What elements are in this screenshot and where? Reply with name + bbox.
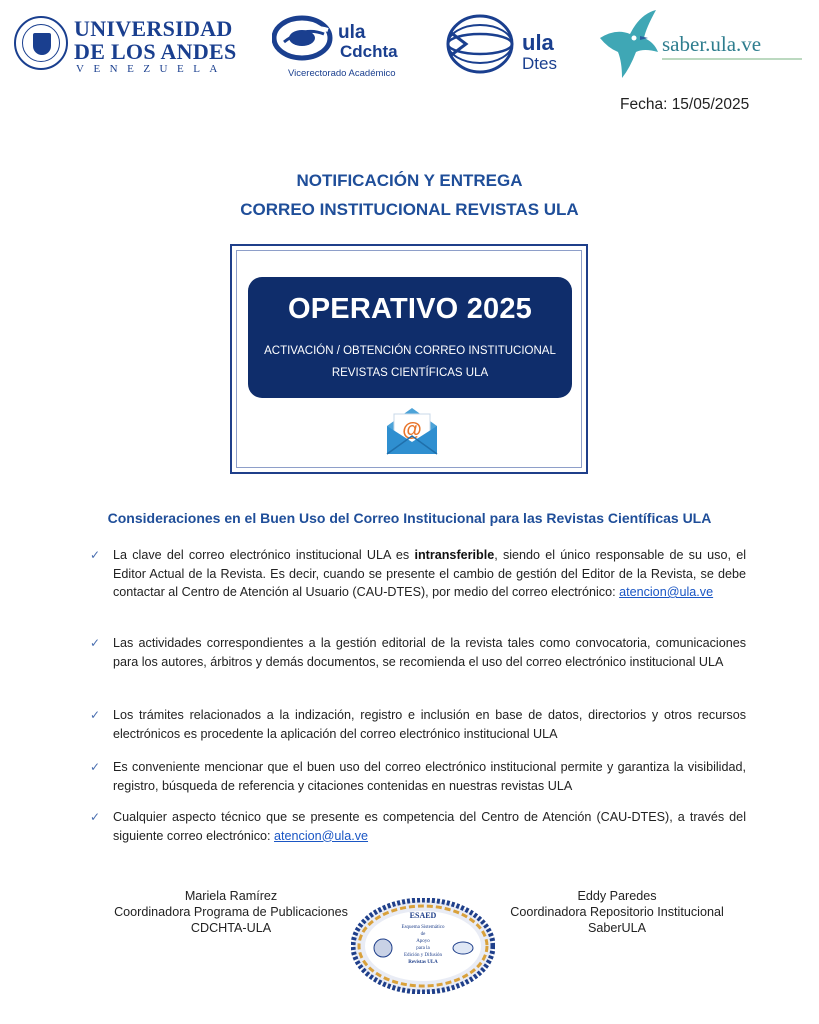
swirl-logo-icon <box>272 12 336 64</box>
dtes-brand: ula <box>522 30 554 55</box>
saber-name: saber.ula.ve <box>662 32 762 56</box>
title-line2: CORREO INSTITUCIONAL REVISTAS ULA <box>240 200 579 219</box>
university-seal-icon <box>14 16 68 70</box>
cdchta-logo <box>270 10 410 82</box>
list-item <box>88 808 746 845</box>
seal-line2: de <box>420 932 426 937</box>
item1-bold-text: intransferible <box>414 548 495 562</box>
banner-heading: OPERATIVO 2025 <box>287 293 533 325</box>
signature-right <box>488 888 746 936</box>
considerations-title: Consideraciones en el Buen Uso del Correo Institucional para las Revistas Científicas ULA <box>107 510 712 526</box>
seal-line5: Edición y Difusión <box>403 953 443 958</box>
esaed-seal-icon <box>351 898 495 994</box>
check-icon: ✓ <box>90 548 101 562</box>
list-item <box>88 758 746 795</box>
item1-text-before: La clave del correo electrónico institucional ULA es <box>113 548 415 562</box>
svg-text:@: @ <box>402 419 422 441</box>
item2-text: Las actividades correspondientes a la gestión editorial de la revista tales como convocatoria, comunicaciones para los autores, árbitros y demás documentos, se recomienda el uso del correo electrónico institucional ULA <box>113 636 746 669</box>
list-item <box>88 634 746 671</box>
dtes-name: Dtes <box>522 54 557 73</box>
check-icon: ✓ <box>90 708 101 722</box>
list-item <box>88 706 746 743</box>
email-envelope-icon <box>385 406 439 456</box>
signature-left-name: Mariela Ramírez <box>184 889 278 903</box>
email-link[interactable]: atencion@ula.ve <box>619 585 714 599</box>
saber-logo <box>596 8 806 84</box>
cdchta-name: Cdchta <box>340 42 398 61</box>
bird-logo-icon <box>596 8 662 80</box>
email-link[interactable]: atencion@ula.ve <box>274 828 369 843</box>
item4-text: Es conveniente mencionar que el buen uso del correo electrónico institucional permite y garantiza la visibilidad, registro, búsqueda de referencia y citaciones contenidas en nuestras revistas ULA <box>113 760 746 793</box>
operativo-banner <box>248 277 572 398</box>
seal-acronym: ESAED <box>409 911 437 920</box>
signature-right-org: SaberULA <box>587 921 647 935</box>
seal-line6: Revistas ULA <box>408 960 438 965</box>
ula-logo-line3: VENEZUELA <box>76 63 227 75</box>
seal-line4: para la <box>416 946 430 951</box>
banner-subtitle-line2: REVISTAS CIENTÍFICAS ULA <box>331 367 489 379</box>
item3-text: Los trámites relacionados a la indización, registro e inclusión en base de datos, directorios y otros recursos electrónicos es procedente la aplicación del correo electrónico institucional ULA <box>113 708 746 741</box>
signature-right-role: Coordinadora Repositorio Institucional <box>510 905 724 919</box>
signature-left-org: CDCHTA-ULA <box>190 921 272 935</box>
document-header <box>0 0 819 92</box>
seal-line1: Esquema Sistemático <box>401 925 445 930</box>
signature-left-role: Coordinadora Programa de Publicaciones <box>114 905 348 919</box>
list-item <box>88 546 746 602</box>
banner-subtitle-line1: ACTIVACIÓN / OBTENCIÓN CORREO INSTITUCIONAL <box>264 345 556 357</box>
seal-line3: Apoyo <box>416 939 430 944</box>
cdchta-subtitle: Vicerectorado Académico <box>288 68 396 79</box>
signature-left <box>96 888 366 936</box>
cdchta-brand: ula <box>338 22 366 43</box>
check-icon: ✓ <box>90 636 101 650</box>
ula-logo-line1: UNIVERSIDAD <box>74 16 233 41</box>
saber-underline <box>662 58 802 60</box>
title-line1: NOTIFICACIÓN Y ENTREGA <box>296 171 523 190</box>
check-icon: ✓ <box>90 760 101 774</box>
item5-text-before: Cualquier aspecto técnico que se presente es competencia del Centro de Atención (CAU-DTES), a través del siguiente correo electrónico: <box>113 810 746 843</box>
ula-logo <box>14 14 239 76</box>
signature-right-name: Eddy Paredes <box>577 889 657 903</box>
ula-logo-line2: DE LOS ANDES <box>74 39 237 64</box>
document-date: Fecha: 15/05/2025 <box>620 96 750 113</box>
check-icon: ✓ <box>90 810 101 824</box>
globe-logo-icon <box>444 12 516 76</box>
item1-text-after: , siendo el único responsable de su uso, el Editor Actual de la Revista. Es decir, cuando se presente el cambio de gestión del Editor de la Revista, se debe contactar al Centro de Atención al Usuario (CAU-DTES), por medio del correo electrónico: <box>113 548 747 599</box>
dtes-logo <box>444 12 574 80</box>
